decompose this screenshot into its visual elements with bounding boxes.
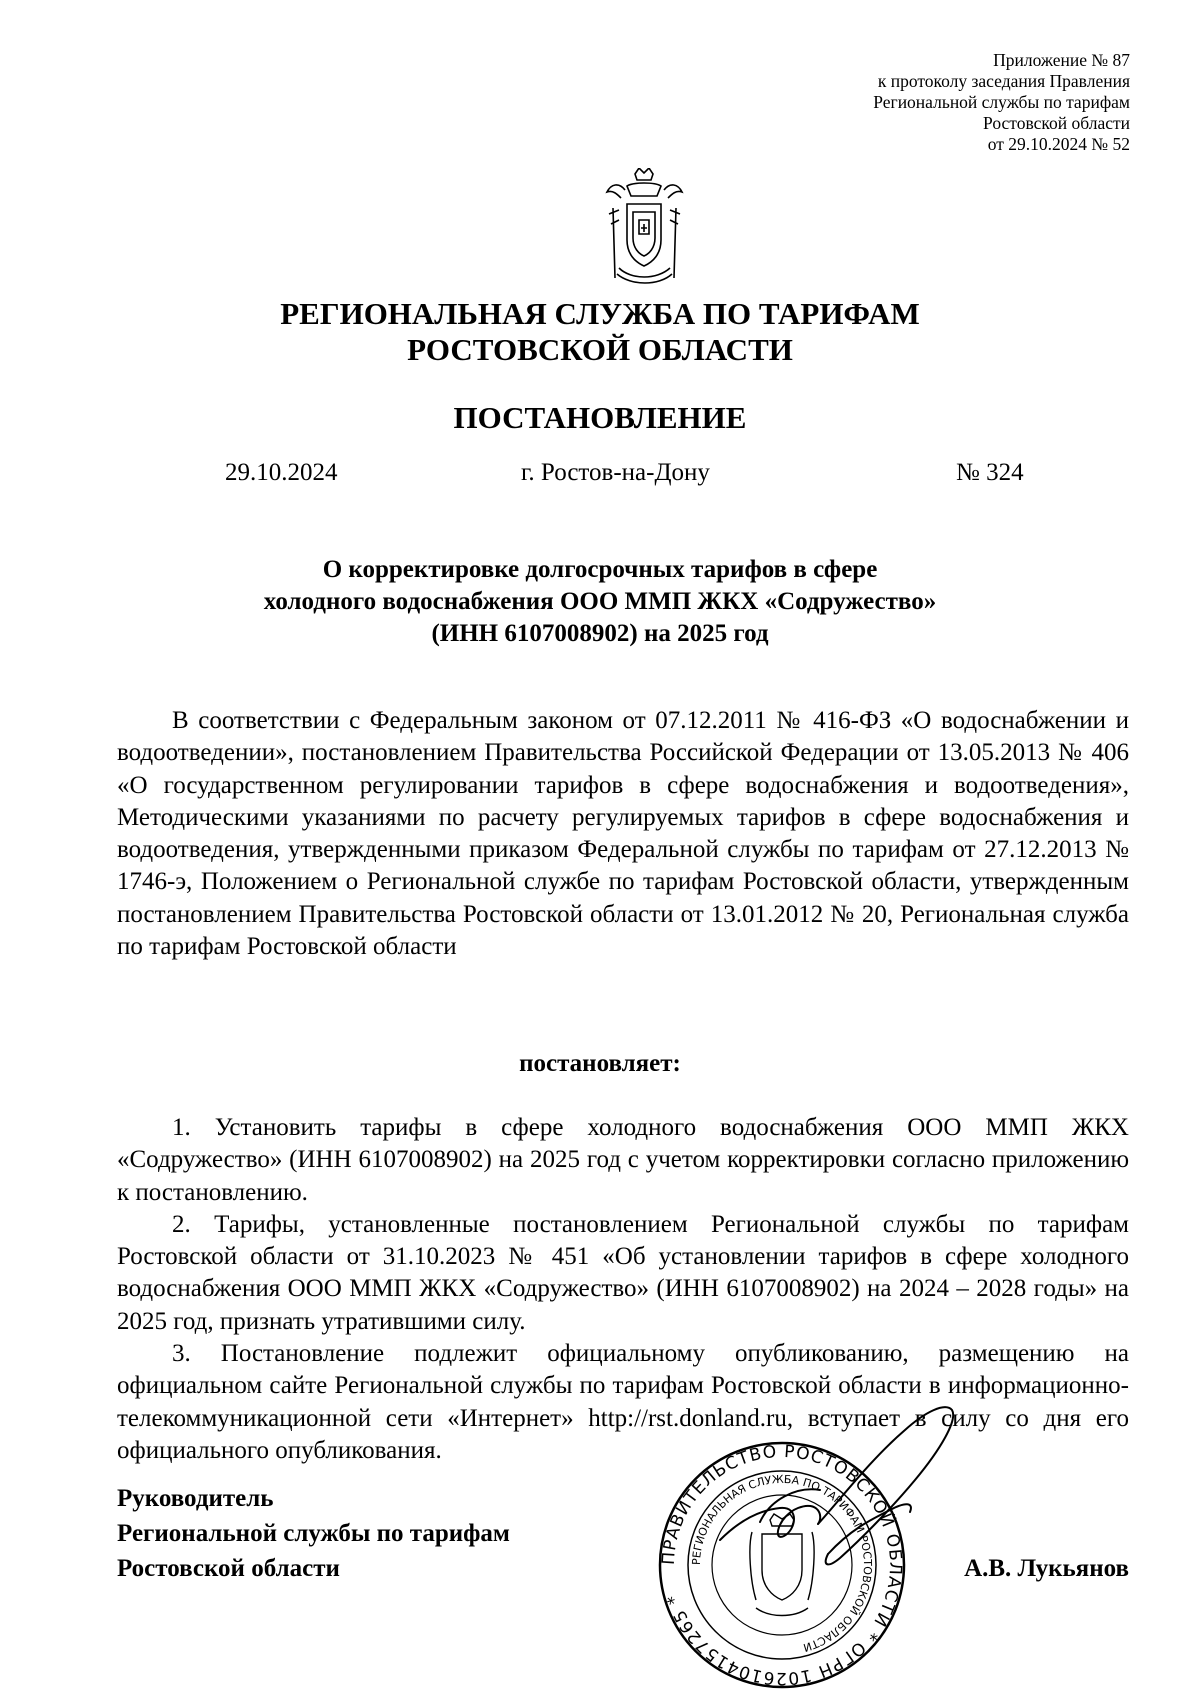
coat-of-arms-icon [597,168,692,288]
signer-title-line: Ростовской области [117,1555,340,1582]
organization-title-line: РОСТОВСКОЙ ОБЛАСТИ [407,332,793,367]
signer-title [117,1481,510,1586]
stamp-inner-text: РЕГИОНАЛЬНАЯ СЛУЖБА ПО ТАРИФАМ РОСТОВСКОЙ ОБЛАСТИ [689,1472,875,1655]
resolution-item: 3. Постановление подлежит официальному опубликованию, размещению на официальном сайте Региональной службы по тарифам Ростовской области в информационно-телекоммуникационной сети «Интернет» http://rst.donland.ru, вступает в силу со дня его официального опубликования. [117,1340,1129,1464]
appendix-note [873,50,1130,155]
document-date: 29.10.2024 [225,459,338,486]
subject-line: (ИНН 6107008902) на 2025 год [431,620,769,647]
document-subject [0,554,1200,650]
preamble-paragraph: В соответствии с Федеральным законом от 07.12.2011 № 416-ФЗ «О водоснабжении и водоотведении», постановлением Правительства Российской Федерации от 13.05.2013 № 406 «О государственном регулировании тарифов в сфере водоснабжения и водоотведения», Методическими указаниями по расчету регулируемых тарифов в сфере водоснабжения и водоотведения, утвержденными приказом Федеральной службы по тарифам от 27.12.2013 № 1746-э, Положением о Региональной службе по тарифам Ростовской области, утвержденным постановлением Правительства Ростовской области от 13.01.2012 № 20, Региональная служба по тарифам Ростовской области [117,707,1129,961]
handwritten-signature [700,1390,970,1610]
resolution-item: 1. Установить тарифы в сфере холодного водоснабжения ООО ММП ЖКХ «Содружество» (ИНН 6107008902) на 2025 год с учетом корректировки согласно приложению к постановлению. [117,1114,1129,1206]
subject-line: холодного водоснабжения ООО ММП ЖКХ «Содружество» [263,588,937,615]
organization-title [0,296,1200,368]
appendix-line: от 29.10.2024 № 52 [987,134,1130,154]
resolves-heading: постановляет: [519,1050,681,1077]
appendix-line: к протоколу заседания Правления [877,71,1130,91]
signer-title-line: Региональной службы по тарифам [117,1520,510,1547]
stamp-outer-text: ПРАВИТЕЛЬСТВО РОСТОВСКОЙ ОБЛАСТИ * ОГРН 1026104157265 * [658,1441,906,1689]
subject-line: О корректировке долгосрочных тарифов в сфере [322,556,878,583]
organization-title-line: РЕГИОНАЛЬНАЯ СЛУЖБА ПО ТАРИФАМ [280,296,920,331]
appendix-line: Региональной службы по тарифам [873,92,1130,112]
document-number: № 324 [956,459,1024,486]
document-type: ПОСТАНОВЛЕНИЕ [453,400,747,435]
resolution-items [117,1112,1129,1467]
appendix-line: Ростовской области [983,113,1130,133]
appendix-line: Приложение № 87 [993,50,1130,70]
signer-name: А.В. Лукьянов [964,1555,1129,1582]
resolution-item: 2. Тарифы, установленные постановлением Региональной службы по тарифам Ростовской области от 31.10.2023 № 451 «Об установлении тарифов в сфере холодного водоснабжения ООО ММП ЖКХ «Содружество» (ИНН 6107008902) на 2024 – 2028 годы» на 2025 год, признать утратившими силу. [117,1210,1129,1335]
document-city: г. Ростов-на-Дону [521,459,710,486]
signer-title-line: Руководитель [117,1485,274,1512]
